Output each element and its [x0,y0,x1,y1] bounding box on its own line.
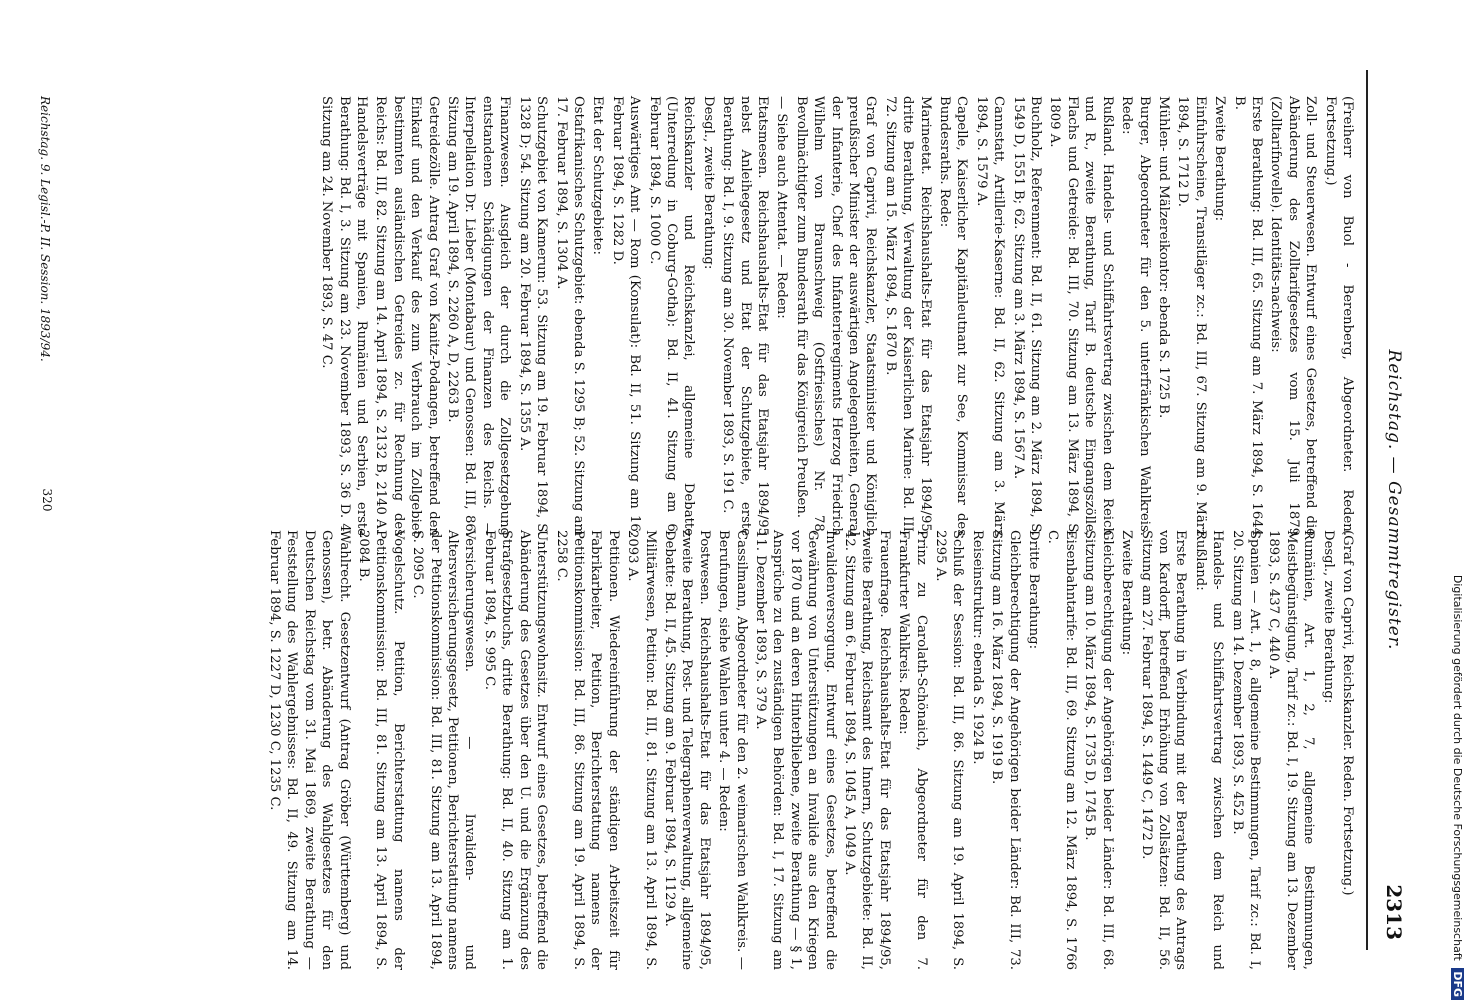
index-entry: Getreidezölle. Antrag Graf von Kanitz-Podangen, betreffend den Einkauf und den Verkauf des zum Verbrauch im Zollgebiet bestimmten ausländischen Getreides zc. für Rechnung des Reichs: Bd. III, 82. Sitzung am 14. April 1894, S. 2132 B, 2140 A. [373,96,441,536]
index-entry: Zoll- und Steuerwesen. Entwurf eines Gesetzes, betreffend die Abänderung des Zolltarifgesetzes vom 15. Juli 1879 (Zolltarifnovelle). Identitäts-nachweis: [1268,96,1319,536]
index-entry: Ostafrikanisches Schutzgebiet: ebenda S. 1295 B; 52. Sitzung am 17. Februar 1894, S. 1304 A. [553,96,586,536]
index-entry: Eisenbahntarife: Bd. III, 69. Sitzung am 12. März 1894, S. 1766 C. [1045,530,1078,970]
index-entry: Graf von Caprivi, Reichskanzler, Staatsminister und Königlich preußischer Minister der auswärtigen Angelegenheiten, General der Infanterie, Chef des Infanterieregiments Herzog Friedrich Wilhelm von Braunschweig (Ostfriesisches) Nr. 78, Bevollmächtigter zum Bundesrath für das Königreich Preußen. [793,96,879,536]
index-entry: Prinz zu Carolath-Schönaich, Abgeordneter für den 7. Frankfurter Wahlkreis. Reden: [896,530,929,970]
index-entry: Gleichberechtigung der Angehörigen beider Länder: Bd. III, 68. Sitzung am 10. März 1894, S. 1735 D, 1745 B. [1082,530,1115,970]
digitization-strip [1438,0,1464,1000]
index-entry: Cannstatt, Artillerie-Kaserne: Bd. II, 62. Sitzung am 3. März 1894, S. 1579 A. [973,96,1007,536]
index-entry: Handels- und Schiffahrtsvertrag zwischen dem Reich und Rußland: [1192,530,1226,970]
footer-page-number: 320 [40,488,54,512]
left-column [316,96,1356,536]
index-entry: Unterstützungswohnsitz. Entwurf eines Gesetzes, betreffend die Abänderung des Gesetzes über den U. und die Ergänzung des Strafgesetzbuchs, dritte Berathung: Bd. II, 40. Sitzung am 1. Februar 1894, S. 995 C. [481,530,550,970]
page-header [1370,0,1410,1000]
index-entry: Marineetat. Reichshaushalts-Etat für das Etatsjahr 1894/95, dritte Berathung, Verwaltung der Kaiserlichen Marine: Bd. III, 72. Sitzung am 15. März 1894, S. 1870 B. [882,96,933,536]
index-entry: Erste Berathung: Bd. III, 65. Sitzung am 7. März 1894, S. 1644 B. [1231,96,1264,536]
index-entry: Dritte Berathung: [1026,530,1042,650]
index-entry: Petitionen. Wiedereinführung der ständigen Arbeitszeit für Fabrikarbeiter, Petition, Berichterstattung namens der Petitionskommission: Bd. III, 86. Sitzung am 19. April 1894, S. 2258 C. [553,530,621,970]
dfg-logo: DFG [1451,968,1464,1000]
index-entry: Cassilmann, Abgeordneter für den 2. weimarischen Wahlkreis. — Berufungen, siehe Wahlen unter 4. — Reden: [716,530,749,970]
index-entry: Burger, Abgeordneter für den 5. unterfränkischen Wahlkreis. Rede: [1119,96,1152,536]
index-entry: Desgl., zweite Berathung: [700,96,716,270]
index-entry: Invalidenversorgung. Entwurf eines Gesetzes, betreffend die Gewährung von Unterstützungen an Invalide aus den Kriegen vor 1870 und an deren Hinterbliebene, zweite Berathung — § 1, Ansprüche zu den zuständigen Behörden: Bd. I, 17. Sitzung am 11. Dezember 1893, S. 379 A. [753,530,838,970]
index-entry: Rußland. Handels- und Schiffahrtsvertrag zwischen dem Reich und R., zweite Berathung, Tarif B. deutsche Eingangszölle, Flachs und Getreide: Bd. III, 70. Sitzung am 13. März 1894, S. 1809 A. [1047,96,1115,536]
index-entry: Etat der Schutzgebiete: [590,96,606,255]
index-entry: — Siehe auch Attentat. — Reden: [774,96,790,319]
index-entry: (Graf von Caprivi, Reichskanzler. Reden. Fortsetzung.) [1340,530,1355,896]
index-entry: Mühlen- und Mälzereikontor: ebenda S. 1725 B. [1155,96,1171,419]
index-entry: Zweite Berathung: [1212,96,1228,222]
header-rule [1366,70,1368,950]
footer-session: Reichstag. 9. Legisl.-P. II. Session. 1893/94. [38,96,52,362]
index-entry: Frauenfrage. Reichshaushalts-Etat für das Etatsjahr 1894/95, zweite Berathung, Reichsamt des Innern, Schutzgebiete: Bd. II, 42. Sitzung am 6. Februar 1894, S. 1045 A, 1049 A. [842,530,892,970]
index-entry: Desgl., zweite Berathung: [1320,530,1336,704]
index-entry: Handelsverträge mit Spanien, Rumänien und Serbien, erste Berathung: Bd. I, 3. Sitzung am 23. November 1893, S. 36 D. 4. Sitzung am 24. November 1893, S. 47 C. [319,96,370,536]
index-entry: Etatsmesen. Reichshaushalts-Etat für das Etatsjahr 1894/95 nebst Anleihegesetz und Etat der Schutzgebiete, erste Berathung: Bd. I, 9. Sitzung am 30. November 1893, S. 191 C. [720,96,770,536]
index-entry: Erste Berathung in Verbindung mit der Berathung des Antrags von Kardorff, betreffend Erhöhung von Zollsätzen: Bd. II, 56. Sitzung am 27. Februar 1894, S. 1449 C, 1472 D. [1138,530,1189,970]
header-page-number: 2313 [1382,884,1406,940]
index-entry: Capelle, Kaiserlicher Kapitänleutnant zur See, Kommissar des Bundesraths. Rede: [937,96,970,536]
index-entry: Spanien — Art. 1, 8, allgemeine Bestimmungen, Tarif zc.: Bd. I, 20. Sitzung am 14. Dezember 1893, S. 452 B. [1229,530,1262,970]
index-entry: Zweite Berathung: [1119,530,1135,656]
index-entry: Schluß der Session: Bd. III, 86. Sitzung am 19. April 1894, S. 2295 A. [933,530,966,970]
index-entry: Auswärtiges Amt — Rom (Konsulat): Bd. II, 51. Sitzung am 16. Februar 1894, S. 1282 D. [609,96,643,536]
index-entry: Buchholz, Referenment: Bd. II, 61. Sitzung am 2. März 1894, S. 1549 D, 1551 B; 62. Sitzung am 3. März 1894, S. 1567 A. [1010,96,1044,536]
index-entry: Einfuhrscheine, Transitläger zc.: Bd. III, 67. Sitzung am 9. März 1894, S. 1712 D. [1175,96,1208,536]
digitization-note: Digitalisierung gefördert durch die Deutsche Forschungsgemeinschaft [1451,574,1464,961]
index-entry: Wahlrecht. Gesetzentwurf (Antrag Gröber (Württemberg) und Genossen), betr. Abänderung des Wahlgesetzes für den Deutschen Reichstag vom 31. Mai 1869, zweite Berathung — Feststellung des Wahlergebnisses: Bd. II, 49. Sitzung am 14. Februar 1894, S. 1227 D, 1230 C, 1235 C. [267,530,352,970]
index-entry: Gleichberechtigung der Angehörigen beider Länder: Bd. III, 73. Sitzung am 16. März 1894, S. 1919 B. [989,530,1022,970]
index-entry: Militärwesen, Petition: Bd. III, 81. Sitzung am 13. April 1894, S. 2093 A. [625,530,658,970]
index-entry: Reichskanzler und Reichskanzlei, allgemeine Debatte (Unterredung in Coburg-Gotha): Bd. II, 41. Sitzung am 6. Februar 1894, S. 1000 C. [646,96,697,536]
index-entry: Postwesen. Reichshaushalts-Etat für das Etatsjahr 1894/95, zweite Berathung, Post- und Telegraphenverwaltung, allgemeine Debatte: Bd. II, 45. Sitzung am 9. Februar 1894, S. 1129 A. [661,530,712,970]
index-entry: Versicherungswesen. — Invaliden- und Altersversicherungsgesetz, Petitionen, Berichterstattung namens der Petitionskommission: Bd. III, 81. Sitzung am 13. April 1894, S. 2095 C. [410,530,478,970]
index-entry: Vogelschutz. Petition, Berichterstattung namens der Petitionskommission: Bd. III, 81. Sitzung am 13. April 1894, S. 2084 B. [356,530,406,970]
index-entry: Rumänien, Art. 1, 2, 7, allgemeine Bestimmungen, Meistbegünstigung, Tarif zc.: Bd. I, 19. Sitzung am 13. Dezember 1893, S. 437 C, 440 A. [1266,530,1317,970]
header-title: Reichstag. — Gesammtregister. [1384,349,1404,651]
right-column [264,530,1356,970]
index-entry: Reiseinstruktur: ebenda S. 1924 B. [969,530,985,765]
index-entry: Finanzwesen. Ausgleich der durch die Zollgesetzgebung entstandenen Schädigungen der Finanzen des Reichs. — Interpellation Dr. Lieber (Montabaur) und Genossen: Bd. III, 86. Sitzung am 19. April 1894, S. 2260 A, D, 2263 B. [445,96,513,536]
index-entry: Schutzgebiet von Kamerun: 53. Sitzung am 19. Februar 1894, S. 1328 D; 54. Sitzung am 20. Februar 1894, S. 1355 A. [516,96,550,536]
index-entry: (Freiherr von Buol - Berenberg, Abgeordneter. Reden. Fortsetzung.) [1322,96,1355,536]
